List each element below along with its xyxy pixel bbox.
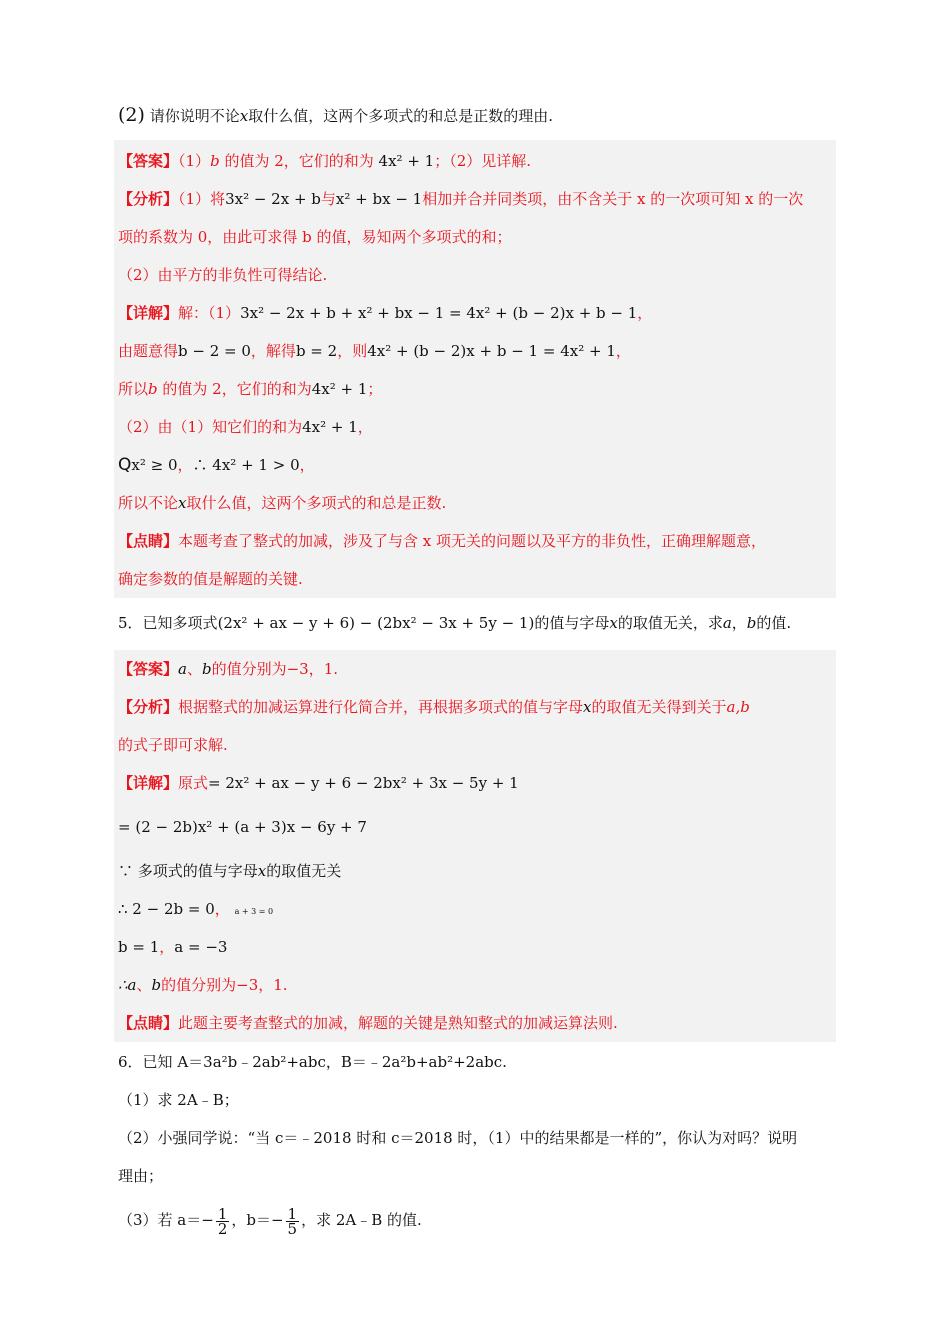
q4-detail-l3-d: ；: [367, 380, 383, 398]
q5-answer-c: b: [201, 660, 212, 678]
q5-question-line: [118, 612, 791, 634]
q4-part2-line: [118, 104, 553, 127]
q4-detail-l2-c: ，则: [337, 342, 368, 360]
q5-analysis-line-2: 的式子即可求解.: [118, 736, 228, 754]
q6-part3: [118, 1200, 422, 1240]
q5-answer-a: a: [178, 660, 187, 678]
q4-comment-line-2: 确定参数的值是解题的关键.: [118, 570, 303, 588]
q4-detail-l4-b: ，: [357, 418, 373, 436]
q4-detail-line-1: [118, 302, 652, 324]
q4-answer-tag: 【答案】: [118, 152, 179, 170]
q4-comment-line-1: [118, 530, 766, 552]
q4-part2-var-x: x: [239, 107, 249, 125]
q4-analysis-line-2: 项的系数为 0，由此可求得 b 的值，易知两个多项式的和；: [118, 228, 512, 246]
q5-text-c: 的取值无关，求: [617, 614, 723, 632]
q4-part2-text-b: 取什么值，这两个多项式的和总是正数的理由.: [248, 107, 553, 125]
q4-detail-l1-a: 解：（1）: [178, 304, 241, 322]
q5-a: a: [722, 614, 732, 632]
q5-analysis-l1-b: 的取值无关得到关于: [591, 698, 727, 716]
q4-analysis-expr1: 3x² − 2x + b: [225, 190, 321, 208]
q5-text-a: 已知多项式: [142, 614, 218, 632]
q4-part2-text-a: 请你说明不论: [149, 107, 240, 125]
q4-detail-line-2: [118, 340, 631, 362]
q5-detail-l5-expr2: a = −3: [174, 938, 228, 956]
q5-detail-line-1: [118, 772, 519, 794]
q4-detail-l6-a: 所以不论: [118, 494, 179, 512]
q4-detail-l2-b: ，解得: [250, 342, 296, 360]
q5-detail-l1-expr: = 2x² + ax − y + 6 − 2bx² + 3x − 5y + 1: [208, 774, 519, 792]
q5-answer-tag: 【答案】: [118, 660, 179, 678]
q5-analysis-tag: 【分析】: [118, 698, 179, 716]
q5-answer-line: [118, 658, 338, 680]
q5-detail-line-2: = (2 − 2b)x² + (a + 3)x − 6y + 7: [118, 818, 367, 836]
q4-comment-l1: 本题考查了整式的加减，涉及了与含 x 项无关的问题以及平方的非负性，正确理解题意，: [178, 532, 767, 550]
q4-detail-l5-expr1: x² ≥ 0: [131, 456, 178, 474]
q4-analysis-tag: 【分析】: [118, 190, 179, 208]
q4-detail-l2-a: 由题意得: [118, 342, 179, 360]
q4-answer-line: [118, 150, 531, 172]
q4-analysis-line-3: （2）由平方的非负性可得结论.: [118, 266, 328, 284]
q5-detail-l6-c: b: [151, 976, 162, 994]
q4-detail-l5-a: ，: [177, 456, 193, 474]
q5-detail-tag: 【详解】: [118, 774, 179, 792]
q5-text-b: 的值与字母: [534, 614, 610, 632]
q5-detail-l6-b: 、: [136, 976, 152, 994]
q5-number: 5．: [118, 614, 143, 632]
q6-frac2-num: 1: [287, 1204, 298, 1223]
q6-line-1: [118, 1051, 507, 1073]
q6-number: 6．: [118, 1053, 143, 1071]
q4-detail-l2-expr1: b − 2 = 0: [178, 342, 251, 360]
q5-analysis-l1-ab: a,b: [726, 698, 750, 716]
q6-frac1-num: 1: [217, 1204, 228, 1223]
q6-part2-line-2: 理由；: [118, 1167, 164, 1185]
q4-answer-d: ；（2）见详解.: [434, 152, 532, 170]
q4-detail-line-4: [118, 416, 373, 438]
q4-detail-l2-expr3: 4x² + (b − 2)x + b − 1 = 4x² + 1: [367, 342, 616, 360]
q4-detail-l6-b: 取什么值，这两个多项式的和总是正数.: [186, 494, 447, 512]
q5-comment-tag: 【点睛】: [118, 1014, 179, 1032]
q5-detail-line-3: [118, 860, 341, 882]
q5-answer-b: 、: [186, 660, 202, 678]
q4-part2-label: (2): [118, 104, 145, 126]
q4-detail-l2-expr2: b = 2: [295, 342, 338, 360]
q5-comment-line: [118, 1012, 618, 1034]
q4-detail-l1-b: ，: [637, 304, 653, 322]
q5-analysis-l1-a: 根据整式的加减运算进行化简合并，再根据多项式的值与字母: [178, 698, 584, 716]
q4-detail-l5-expr2: ∴ 4x² + 1 > 0: [192, 456, 300, 474]
q4-detail-l2-d: ，: [615, 342, 631, 360]
q4-detail-l3-b: b: [148, 380, 158, 398]
q5-analysis-l1-x: x: [583, 698, 592, 716]
q5-detail-l4-a: ，: [214, 900, 230, 918]
q5-analysis-line-1: [118, 696, 750, 718]
q5-detail-l4-expr: ∴ 2 − 2b = 0: [118, 900, 215, 918]
q5-b: b: [746, 614, 757, 632]
q6-frac2-den: 5: [287, 1219, 298, 1238]
q5-detail-l3-a: ∵ 多项式的值与字母: [118, 862, 258, 880]
q5-detail-l6-a: ∴a: [118, 976, 137, 994]
q4-answer-b: b: [210, 152, 220, 170]
q5-comment-text: 此题主要考查整式的加减，解题的关键是熟知整式的加减运算法则.: [178, 1014, 618, 1032]
q4-analysis-l1-c: 相加并合并同类项，由不含关于 x 的一次项可知 x 的一次: [422, 190, 804, 208]
q4-answer-expr: 4x² + 1: [378, 152, 435, 170]
q6-part3-c: ，求 2A﹣B 的值.: [301, 1211, 422, 1229]
q4-detail-l4-a: （2）由（1）知它们的和为: [118, 418, 303, 436]
q5-detail-line-5: [118, 936, 227, 958]
q5-detail-l3-x: x: [257, 862, 267, 880]
q4-detail-line-6: [118, 492, 446, 514]
q4-detail-l1-expr: 3x² − 2x + b + x² + bx − 1 = 4x² + (b − 2)x + b − 1: [240, 304, 638, 322]
q6-part3-b: ，b＝−: [231, 1211, 284, 1229]
q6-part3-a: （3）若 a＝−: [118, 1211, 214, 1229]
q6-part2-line-1: （2）小强同学说：“当 c＝﹣2018 时和 c＝2018 时，（1）中的结果都是一样的”，你认为对吗？说明: [118, 1129, 798, 1147]
q4-answer-c: 的值为 2，它们的和为: [219, 152, 374, 170]
q4-detail-l5-b: ，: [299, 456, 315, 474]
q5-answer-d: 的值分别为−3，1.: [211, 660, 339, 678]
q5-detail-l3-b: 的取值无关: [266, 862, 342, 880]
q4-detail-tag: 【详解】: [118, 304, 179, 322]
q6-line1-text: 已知 A＝3a²b﹣2ab²+abc，B＝﹣2a²b+ab²+2abc.: [142, 1053, 507, 1071]
q4-analysis-l1-b: 与: [320, 190, 336, 208]
q5-detail-l5-expr1: b = 1: [118, 938, 160, 956]
q4-detail-l3-c: 的值为 2，它们的和为: [157, 380, 312, 398]
q5-expr: (2x² + ax − y + 6) − (2bx² − 3x + 5y − 1): [217, 614, 535, 632]
q4-detail-l3-a: 所以: [118, 380, 149, 398]
q5-detail-l5-a: ，: [159, 938, 175, 956]
q6-part1: （1）求 2A﹣B；: [118, 1091, 239, 1109]
q5-text-d: ，: [731, 614, 747, 632]
q4-detail-l4-expr: 4x² + 1: [302, 418, 358, 436]
q4-answer-a: （1）: [178, 152, 211, 170]
q4-analysis-l1-a: （1）将: [178, 190, 226, 208]
q5-detail-l1-a: 原式: [178, 774, 209, 792]
q5-x: x: [609, 614, 618, 632]
q4-comment-tag: 【点睛】: [118, 532, 179, 550]
q5-text-e: 的值.: [756, 614, 792, 632]
q4-detail-l6-x: x: [178, 494, 187, 512]
q5-detail-line-4: [118, 898, 273, 923]
q5-detail-l6-d: 的值分别为−3，1.: [161, 976, 288, 994]
q6-frac1-den: 2: [217, 1219, 228, 1238]
q4-detail-l3-expr: 4x² + 1: [311, 380, 368, 398]
q4-detail-line-5: [118, 454, 315, 476]
q6-frac-1: [216, 1204, 230, 1238]
q6-frac-2: [286, 1204, 300, 1238]
q4-detail-l5-q: Q: [118, 455, 132, 475]
q4-detail-line-3: [118, 378, 382, 400]
q4-analysis-expr2: x² + bx − 1: [335, 190, 423, 208]
q4-analysis-line-1: [118, 188, 803, 210]
q5-detail-line-6: [118, 974, 288, 996]
q5-detail-l4-small: a + 3 = 0: [234, 907, 274, 916]
